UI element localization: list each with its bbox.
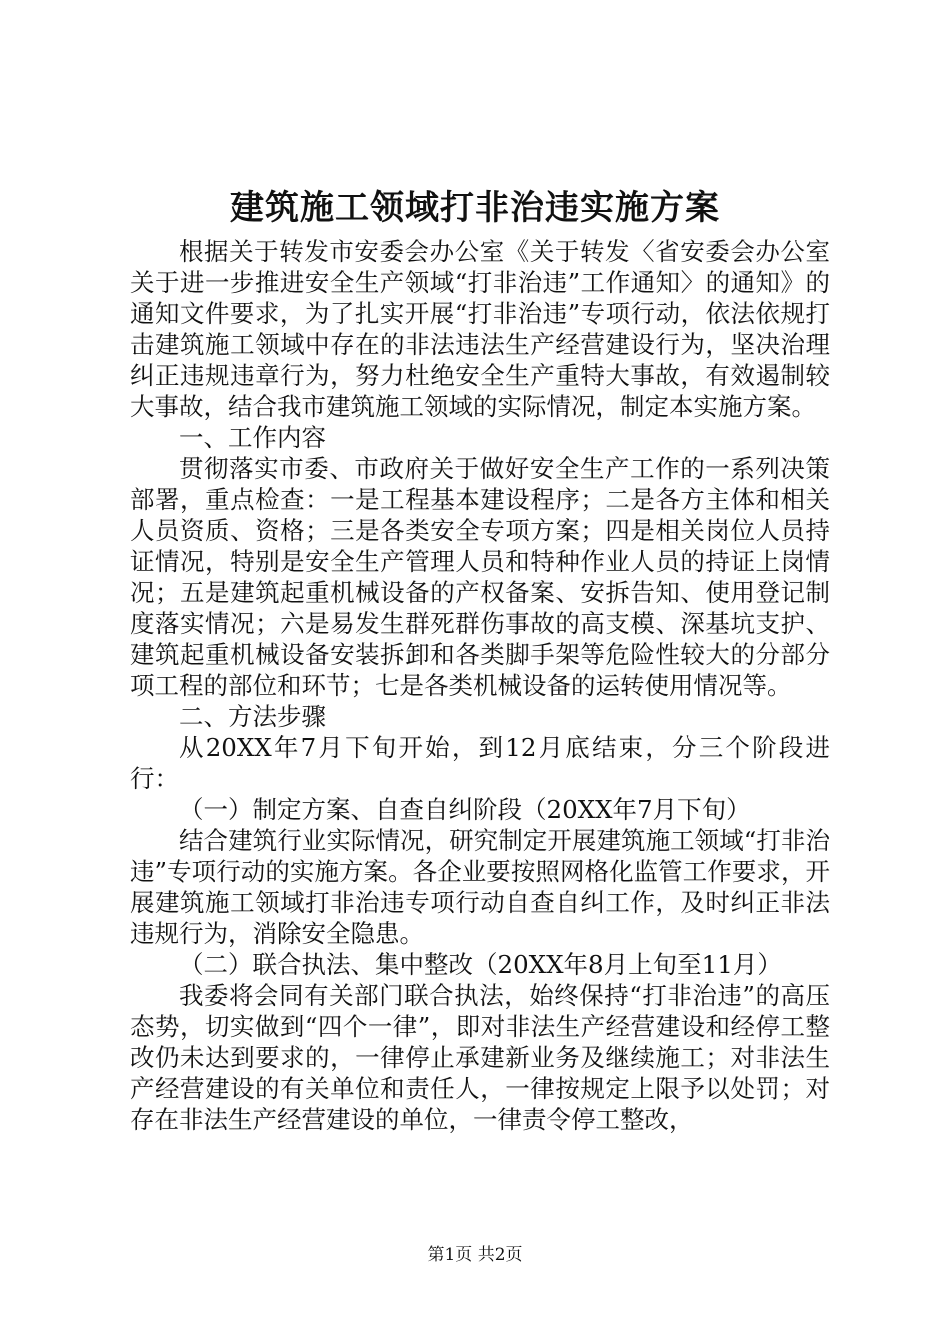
schedule-paragraph: 从20XX年7月下旬开始，到12月底结束，分三个阶段进行： (130, 733, 830, 793)
section-heading-work-content: 一、工作内容 (179, 423, 326, 452)
work-content-paragraph: 贯彻落实市委、市政府关于做好安全生产工作的一系列决策部署，重点检查：一是工程基本建设程序；二是各方主体和相关人员资质、资格；三是各类安全专项方案；四是相关岗位人员持证情况，特别是安全生产管理人员和特种作业人员的持证上岗情况；五是建筑起重机械设备的产权备案、安拆告知、使用登记制度落实情况；六是易发生群死群伤事故的高支模、深基坑支护、建筑起重机械设备安装拆卸和各类脚手架等危险性较大的分部分项工程的部位和环节；七是各类机械设备的运转使用情况等。 (130, 454, 830, 700)
page-footer: 第1页 共2页 (427, 1245, 523, 1265)
intro-paragraph: 根据关于转发市安委会办公室《关于转发〈省安委会办公室关于进一步推进安全生产领域“打非治违”工作通知〉的通知》的通知文件要求，为了扎实开展“打非治违”专项行动，依法依规打击建筑施工领域中存在的非法违法生产经营建设行为，坚决治理纠正违规违章行为，努力杜绝安全生产重特大事故，有效遏制较大事故，结合我市建筑施工领域的实际情况，制定本实施方案。 (130, 237, 830, 421)
document-title: 建筑施工领域打非治违实施方案 (230, 188, 720, 228)
document-body (130, 236, 830, 1135)
section-heading-method-steps: 二、方法步骤 (179, 702, 326, 731)
stage-one-paragraph: 结合建筑行业实际情况，研究制定开展建筑施工领域“打非治违”专项行动的实施方案。各企业要按照网格化监管工作要求，开展建筑施工领域打非治违专项行动自查自纠工作，及时纠正非法违规行为，消除安全隐患。 (130, 826, 830, 948)
stage-two-paragraph: 我委将会同有关部门联合执法，始终保持“打非治违”的高压态势，切实做到“四个一律”，即对非法生产经营建设和经停工整改仍未达到要求的，一律停止承建新业务及继续施工；对非法生产经营建设的有关单位和责任人，一律按规定上限予以处罚；对存在非法生产经营建设的单位，一律责令停工整改， (130, 981, 830, 1134)
stage-one-heading: （一）制定方案、自查自纠阶段（20XX年7月下旬） (179, 795, 751, 824)
stage-two-heading: （二）联合执法、集中整改（20XX年8月上旬至11月） (179, 950, 782, 979)
